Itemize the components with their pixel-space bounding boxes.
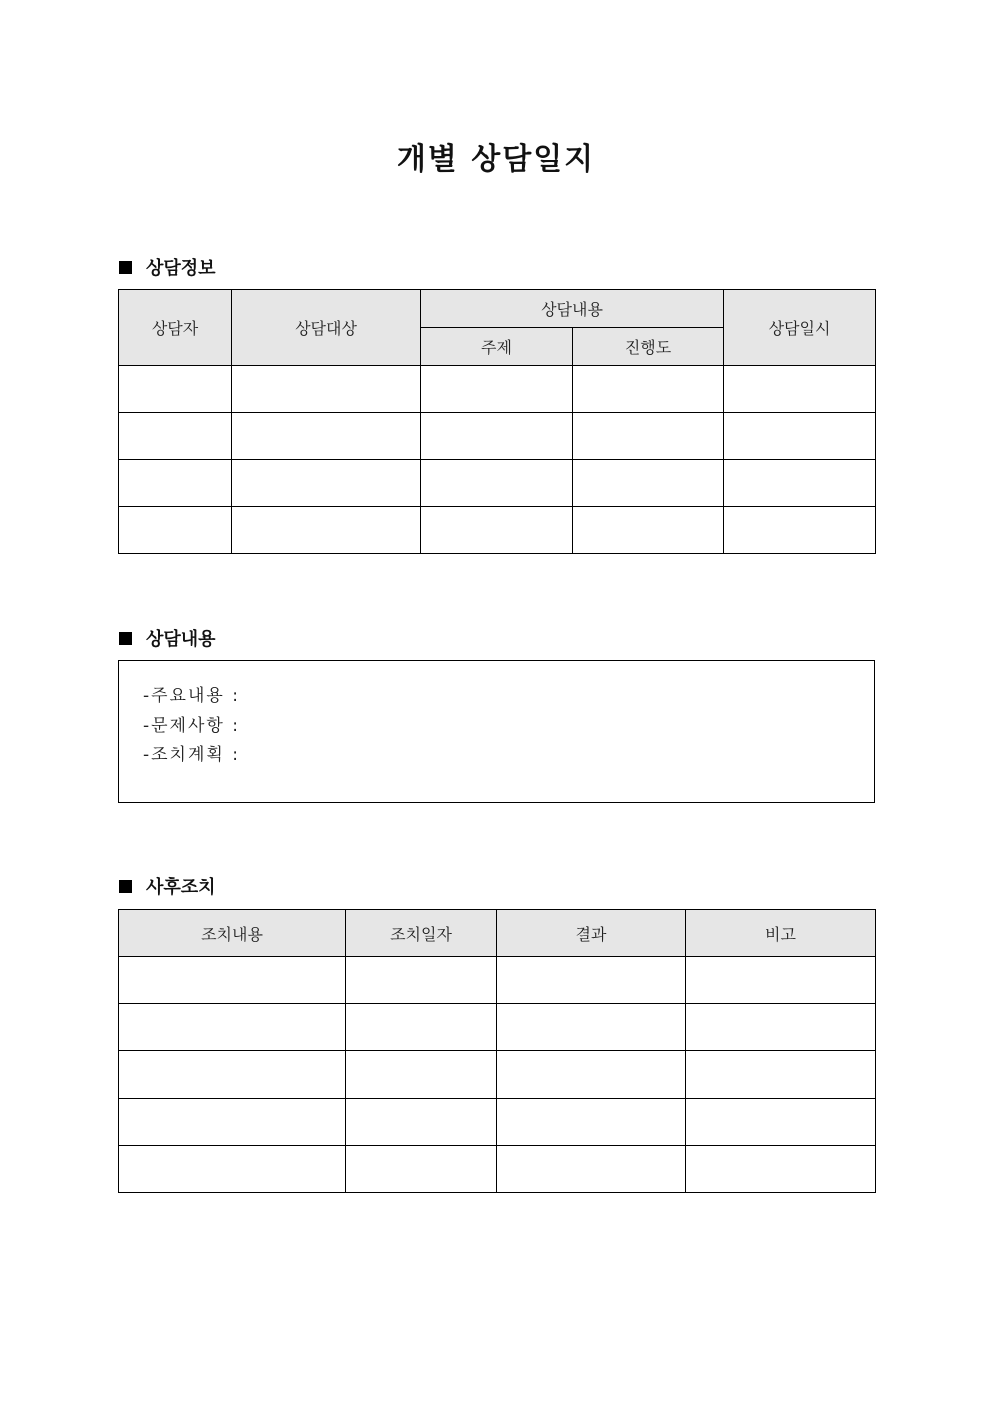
cell[interactable]	[119, 413, 232, 460]
cell[interactable]	[686, 957, 876, 1004]
header-progress: 진행도	[573, 328, 724, 366]
square-bullet-icon	[119, 632, 132, 645]
table-row	[119, 507, 876, 554]
table-row	[119, 366, 876, 413]
counsel-info-table	[118, 289, 876, 554]
document-title: 개별 상담일지	[396, 142, 596, 177]
cell[interactable]	[686, 1051, 876, 1099]
cell[interactable]	[724, 507, 876, 554]
cell[interactable]	[421, 366, 573, 413]
cell[interactable]	[497, 1146, 686, 1193]
cell[interactable]	[686, 1004, 876, 1051]
cell[interactable]	[686, 1099, 876, 1146]
table-row	[119, 957, 876, 1004]
section-heading-counsel-info	[119, 254, 216, 280]
cell[interactable]	[232, 413, 421, 460]
cell[interactable]	[724, 460, 876, 507]
cell[interactable]	[119, 957, 346, 1004]
header-target: 상담대상	[232, 290, 421, 366]
header-remarks: 비고	[686, 910, 876, 957]
cell[interactable]	[573, 460, 724, 507]
cell[interactable]	[119, 1099, 346, 1146]
cell[interactable]	[119, 460, 232, 507]
cell[interactable]	[119, 1051, 346, 1099]
header-action-content: 조치내용	[119, 910, 346, 957]
cell[interactable]	[119, 507, 232, 554]
table-row	[119, 460, 876, 507]
cell[interactable]	[346, 1146, 497, 1193]
table-row	[119, 1099, 876, 1146]
header-content: 상담내용	[421, 290, 724, 328]
cell[interactable]	[232, 460, 421, 507]
cell[interactable]	[421, 413, 573, 460]
square-bullet-icon	[119, 261, 132, 274]
cell[interactable]	[232, 366, 421, 413]
cell[interactable]	[724, 413, 876, 460]
cell[interactable]	[346, 957, 497, 1004]
cell[interactable]	[119, 1004, 346, 1051]
header-counselor: 상담자	[119, 290, 232, 366]
cell[interactable]	[232, 507, 421, 554]
header-action-date: 조치일자	[346, 910, 497, 957]
table-row	[119, 1051, 876, 1099]
header-datetime: 상담일시	[724, 290, 876, 366]
section-heading-follow-up	[119, 873, 216, 899]
section-heading-label: 상담내용	[146, 629, 216, 650]
header-result: 결과	[497, 910, 686, 957]
cell[interactable]	[119, 1146, 346, 1193]
cell[interactable]	[573, 507, 724, 554]
cell[interactable]	[346, 1051, 497, 1099]
square-bullet-icon	[119, 880, 132, 893]
table-row	[119, 1146, 876, 1193]
table-row	[119, 413, 876, 460]
cell[interactable]	[421, 460, 573, 507]
section-heading-label: 상담정보	[146, 258, 216, 279]
cell[interactable]	[421, 507, 573, 554]
issues-line: -문제사항 :	[143, 716, 240, 736]
main-content-line: -주요내용 :	[143, 686, 240, 706]
cell[interactable]	[724, 366, 876, 413]
cell[interactable]	[573, 366, 724, 413]
section-heading-label: 사후조치	[146, 877, 216, 898]
action-plan-line: -조치계획 :	[143, 745, 240, 765]
cell[interactable]	[119, 366, 232, 413]
counsel-content-box[interactable]	[118, 660, 875, 803]
cell[interactable]	[346, 1099, 497, 1146]
header-topic: 주제	[421, 328, 573, 366]
cell[interactable]	[573, 413, 724, 460]
cell[interactable]	[686, 1146, 876, 1193]
table-row	[119, 1004, 876, 1051]
cell[interactable]	[346, 1004, 497, 1051]
cell[interactable]	[497, 1004, 686, 1051]
cell[interactable]	[497, 1099, 686, 1146]
cell[interactable]	[497, 1051, 686, 1099]
cell[interactable]	[497, 957, 686, 1004]
section-heading-counsel-content	[119, 625, 216, 651]
follow-up-table	[118, 909, 876, 1193]
